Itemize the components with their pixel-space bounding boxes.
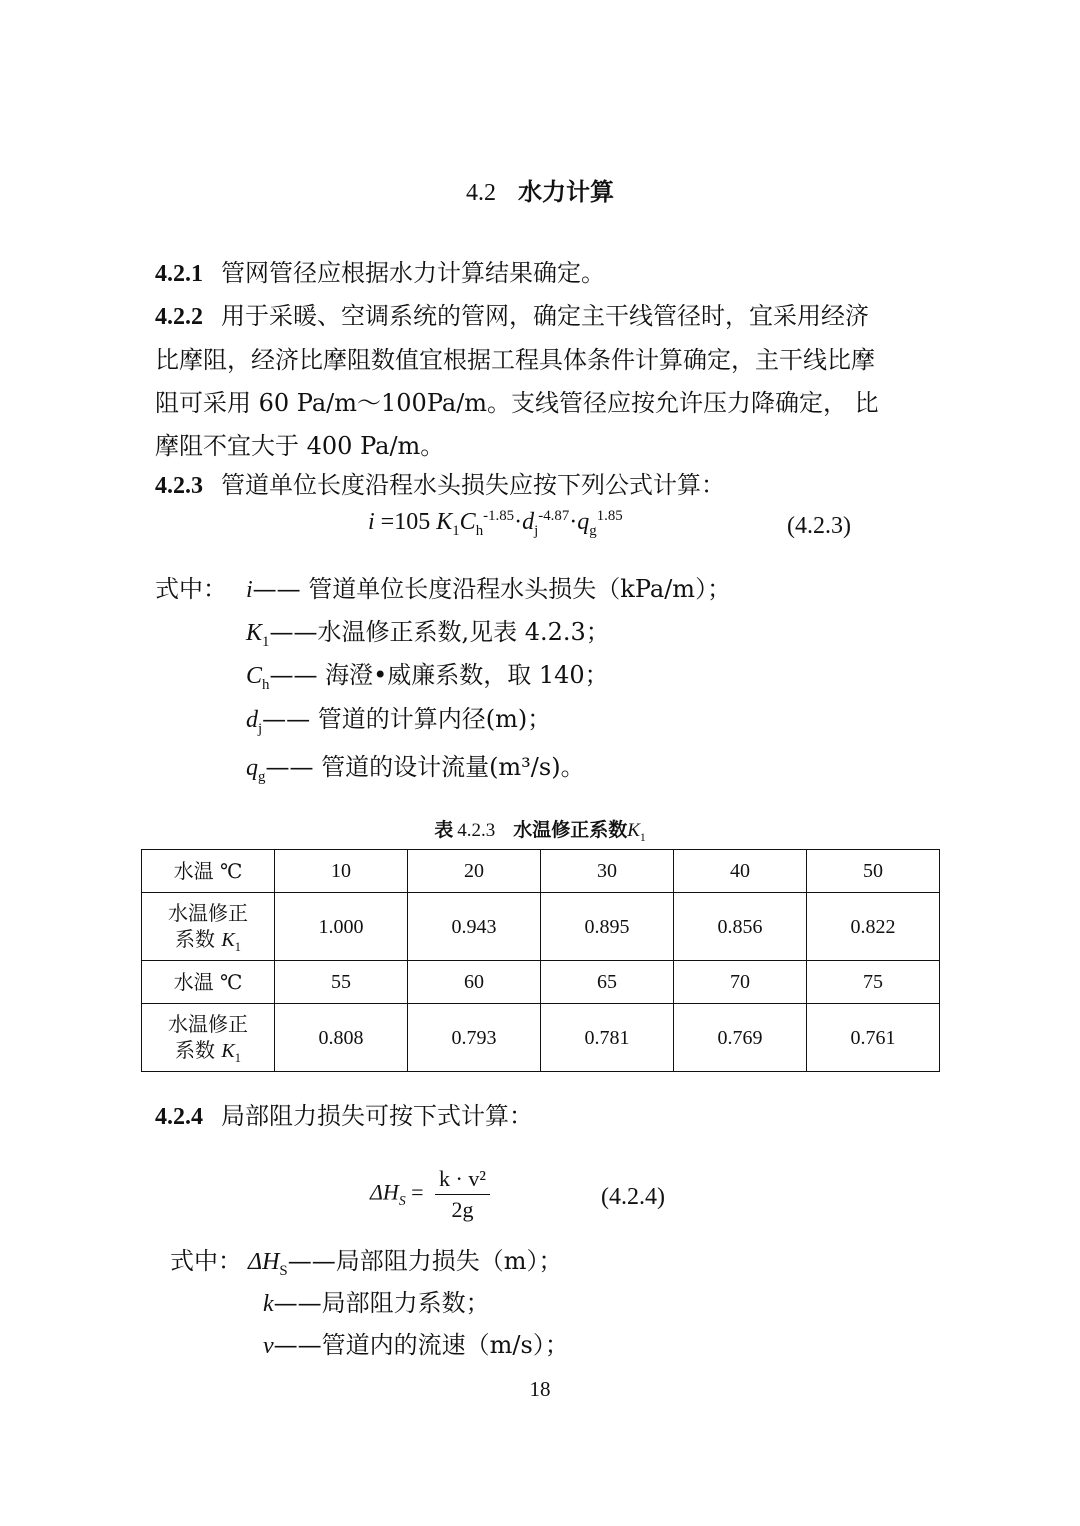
formula-symbol: d <box>522 509 535 535</box>
clause-text: 管道单位长度沿程水头损失应按下列公式计算： <box>221 471 725 499</box>
formula-number: (4.2.4) <box>601 1184 665 1210</box>
table-cell: 50 <box>807 850 940 893</box>
table-row <box>142 961 940 1004</box>
row-label-symbol: K <box>221 929 235 951</box>
row-label-line: 水温修正 <box>168 1012 248 1036</box>
formula-subscript: h <box>475 522 484 539</box>
formula-symbol: q <box>577 509 590 535</box>
where-desc: 管道的计算内径(m)； <box>310 705 552 733</box>
caption-prefix: 表 <box>434 819 454 841</box>
table-cell: 65 <box>541 961 674 1004</box>
where-symbol: ΔH <box>248 1249 280 1275</box>
table-cell: 70 <box>674 961 807 1004</box>
where-dash: —— <box>252 575 301 603</box>
row-label: 水温 ℃ <box>142 850 275 893</box>
where-subscript: j <box>258 720 263 737</box>
table-cell: 55 <box>275 961 408 1004</box>
row-label: 水温 ℃ <box>142 961 275 1004</box>
table-cell: 0.769 <box>674 1004 807 1072</box>
formula-superscript: -1.85 <box>483 508 515 524</box>
table-cell: 0.793 <box>408 1004 541 1072</box>
table-cell: 0.943 <box>408 893 541 961</box>
where-symbol: q <box>246 755 258 781</box>
where-item <box>246 704 551 735</box>
table-row <box>142 893 940 961</box>
row-label-text: 系数 <box>175 1038 216 1062</box>
table-cell: 0.895 <box>541 893 674 961</box>
clause-text: 管网管径应根据水力计算结果确定。 <box>221 259 605 287</box>
clause-line: 摩阻不宜大于 400 Pa/m。 <box>155 432 445 460</box>
table-cell: 0.822 <box>807 893 940 961</box>
clause-number: 4.2.4 <box>155 1104 203 1130</box>
clause-number: 4.2.2 <box>155 304 203 330</box>
formula-symbol: K <box>436 509 453 535</box>
clause-4-2-3 <box>155 464 945 508</box>
where-dash: —— <box>273 1331 322 1359</box>
formula-text: =105 <box>374 509 437 535</box>
row-label-subscript: 1 <box>234 1051 241 1065</box>
row-label-line <box>142 926 274 953</box>
table-cell: 20 <box>408 850 541 893</box>
where-dash: —— <box>265 753 314 781</box>
section-title: 水力计算 <box>518 178 614 206</box>
where-subscript: g <box>258 768 266 785</box>
row-label <box>142 893 275 961</box>
where-item <box>246 617 610 648</box>
where-dash: —— <box>287 1247 336 1275</box>
where-item <box>246 574 731 605</box>
caption-text: 水温修正系数 <box>513 819 628 841</box>
where-label: 式中： <box>155 575 227 603</box>
formula-subscript: j <box>534 522 539 539</box>
table-cell: 0.781 <box>541 1004 674 1072</box>
table-row <box>142 1004 940 1072</box>
clause-line <box>155 295 945 339</box>
clause-number: 4.2.1 <box>155 261 203 287</box>
caption-subscript: 1 <box>639 830 646 844</box>
row-label-symbol: K <box>221 1040 235 1062</box>
where-desc: 水温修正系数,见表 4.2.3； <box>317 618 610 646</box>
table-cell: 60 <box>408 961 541 1004</box>
where-symbol: v <box>263 1333 274 1359</box>
clause-4-2-2 <box>155 295 945 468</box>
where-dash: —— <box>269 618 318 646</box>
row-label-text: 系数 <box>175 927 216 951</box>
where-symbol: d <box>246 707 258 733</box>
formula-superscript: -4.87 <box>538 508 570 524</box>
formula-text: = <box>411 1179 424 1205</box>
table-cell: 30 <box>541 850 674 893</box>
formula-4-2-4 <box>370 1166 496 1223</box>
where-symbol: K <box>246 620 263 646</box>
where-label: 式中： <box>170 1247 242 1275</box>
formula-subscript: g <box>589 522 597 539</box>
where-dash: —— <box>269 661 318 689</box>
table-cell: 1.000 <box>275 893 408 961</box>
where-subscript: 1 <box>262 633 270 650</box>
row-label-line <box>142 1037 274 1064</box>
clause-4-2-4 <box>155 1095 945 1139</box>
clause-line: 阻可采用 60 Pa/m～100Pa/m。支线管径应按允许压力降确定， 比 <box>155 389 879 417</box>
row-label-subscript: 1 <box>234 940 241 954</box>
formula-symbol: ΔH <box>370 1179 399 1205</box>
formula-number: (4.2.3) <box>787 513 851 539</box>
section-number: 4.2 <box>466 180 496 206</box>
page-number: 18 <box>529 1377 551 1401</box>
caption-symbol: K <box>627 820 640 841</box>
clause-line: 比摩阻，经济比摩阻数值宜根据工程具体条件计算确定，主干线比摩 <box>155 346 875 374</box>
where-item <box>246 752 585 783</box>
fraction-denominator: 2g <box>451 1197 474 1222</box>
row-label <box>142 1004 275 1072</box>
formula-text: · <box>514 509 523 535</box>
where-symbol: i <box>246 577 253 603</box>
table-caption <box>0 815 1080 842</box>
formula-symbol: C <box>459 509 476 535</box>
table-cell: 40 <box>674 850 807 893</box>
where-subscript: h <box>262 676 270 693</box>
where-desc: 局部阻力系数； <box>321 1289 490 1317</box>
where-item <box>246 660 609 691</box>
where-item <box>263 1288 490 1319</box>
where-symbol: C <box>246 663 263 689</box>
where-dash: —— <box>262 705 311 733</box>
where-desc: 管道内的流速（m/s）； <box>321 1331 569 1359</box>
where-symbol: k <box>263 1291 274 1317</box>
clause-4-2-1 <box>155 252 945 296</box>
where-desc: 局部阻力损失（m）； <box>335 1247 563 1275</box>
table-cell: 0.808 <box>275 1004 408 1072</box>
clause-text: 用于采暖、空调系统的管网，确定主干线管径时，宜采用经济 <box>221 302 869 330</box>
formula-fraction <box>435 1166 490 1223</box>
where-item <box>248 1246 562 1277</box>
where-desc: 管道单位长度沿程水头损失（kPa/m）； <box>300 575 732 603</box>
table-cell: 10 <box>275 850 408 893</box>
table-cell: 0.761 <box>807 1004 940 1072</box>
where-desc: 海澄•威廉系数，取 140； <box>317 661 609 689</box>
where-desc: 管道的设计流量(m³/s)。 <box>313 753 585 781</box>
where-item <box>263 1330 569 1361</box>
row-label-line: 水温修正 <box>168 901 248 925</box>
table-cell: 75 <box>807 961 940 1004</box>
fraction-numerator: k · v² <box>435 1166 490 1195</box>
formula-subscript: S <box>398 1192 406 1208</box>
table-row <box>142 850 940 893</box>
caption-number: 4.2.3 <box>457 820 496 841</box>
section-heading <box>0 172 1080 207</box>
table-cell: 0.856 <box>674 893 807 961</box>
formula-superscript: 1.85 <box>596 508 623 524</box>
clause-text: 局部阻力损失可按下式计算： <box>221 1102 533 1130</box>
formula-text: · <box>569 509 578 535</box>
formula-symbol: i <box>368 509 375 535</box>
formula-4-2-3 <box>368 508 623 539</box>
clause-number: 4.2.3 <box>155 473 203 499</box>
where-dash: —— <box>273 1289 322 1317</box>
where-subscript: S <box>279 1262 288 1279</box>
formula-subscript: 1 <box>452 522 460 539</box>
water-temp-correction-table <box>141 849 940 1072</box>
